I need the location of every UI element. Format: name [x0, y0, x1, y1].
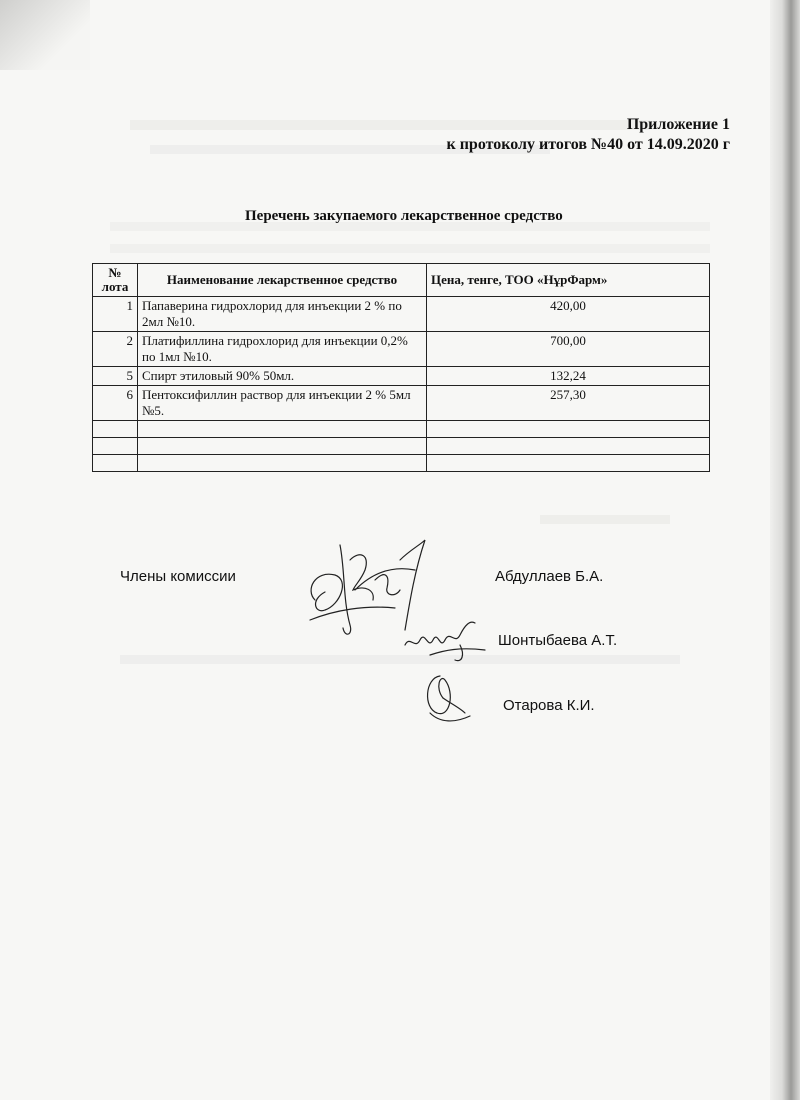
table-row: [93, 297, 710, 332]
table-row-empty: [93, 438, 710, 455]
table-header-row: [93, 264, 710, 297]
price: 700,00: [427, 332, 710, 367]
bleed-through: [540, 515, 670, 524]
price: 257,30: [427, 386, 710, 421]
medicine-name: Платифиллина гидрохлорид для инъекции 0,2% по 1мл №10.: [138, 332, 427, 367]
header-price: Цена, тенге, ТОО «НұрФарм»: [427, 264, 710, 297]
commission-member: Отарова К.И.: [503, 697, 595, 714]
table-row-empty: [93, 421, 710, 438]
table-row-empty: [93, 455, 710, 472]
list-title: Перечень закупаемого лекарственное средство: [245, 208, 563, 224]
appendix-line2: к протоколу итогов №40 от 14.09.2020 г: [446, 136, 730, 153]
medicine-name: Пентоксифиллин раствор для инъекции 2 % 5мл №5.: [138, 386, 427, 421]
table-row: [93, 386, 710, 421]
appendix-header: [446, 115, 730, 155]
lot-number: 2: [93, 332, 138, 367]
price: 420,00: [427, 297, 710, 332]
lot-number: 6: [93, 386, 138, 421]
table-row: [93, 332, 710, 367]
lots-table: [92, 263, 710, 472]
header-lot-number: № лота: [93, 264, 138, 297]
scan-edge: [770, 0, 800, 1100]
commission-label: Члены комиссии: [120, 568, 236, 585]
lot-number: 1: [93, 297, 138, 332]
signature-2: [400, 615, 490, 665]
medicine-name: Спирт этиловый 90% 50мл.: [138, 367, 427, 386]
appendix-line1: Приложение 1: [626, 116, 730, 133]
signature-3: [415, 668, 475, 728]
commission-member: Шонтыбаева А.Т.: [498, 632, 618, 649]
medicine-name: Папаверина гидрохлорид для инъекции 2 % по 2мл №10.: [138, 297, 427, 332]
scan-shadow: [0, 0, 90, 70]
commission-member: Абдуллаев Б.А.: [495, 568, 604, 585]
price: 132,24: [427, 367, 710, 386]
header-medicine-name: Наименование лекарственное средство: [138, 264, 427, 297]
table-row: [93, 367, 710, 386]
lot-number: 5: [93, 367, 138, 386]
bleed-through: [110, 244, 710, 253]
